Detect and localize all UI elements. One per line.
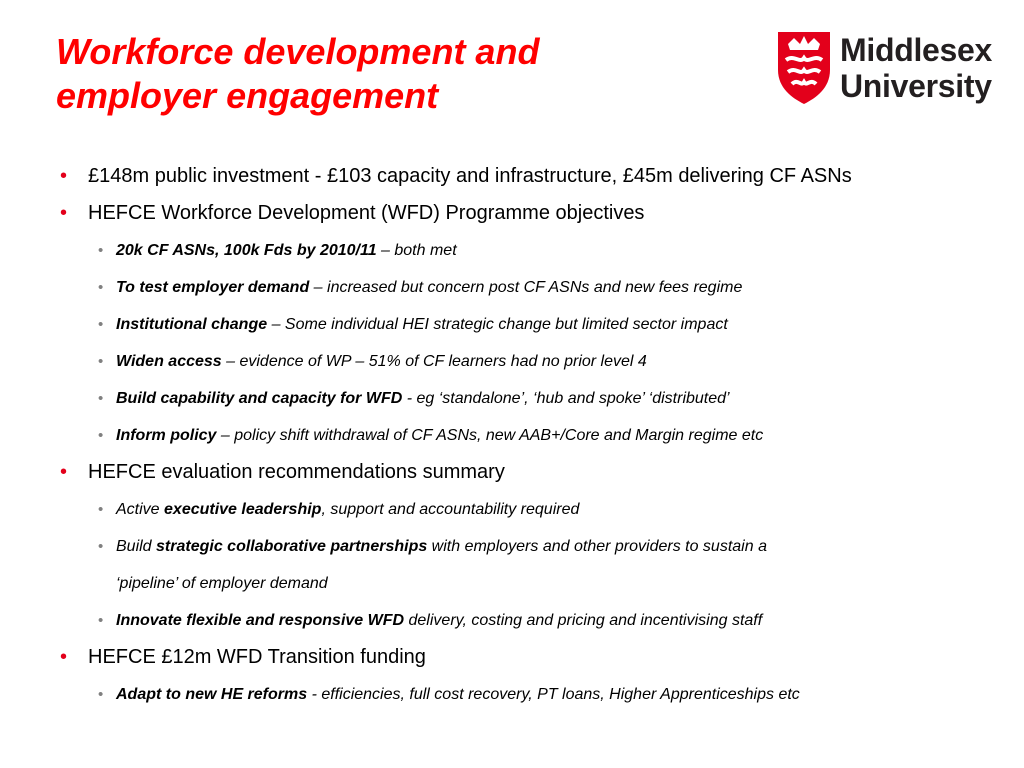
item-text-continued: ‘pipeline’ of employer demand [116, 575, 328, 592]
item-emphasis: Adapt to new HE reforms [116, 686, 308, 703]
shield-icon [776, 30, 832, 106]
bullet-icon: • [98, 612, 104, 629]
item-text: – increased but concern post CF ASNs and new fees regime [309, 279, 743, 296]
item-text: Active [116, 501, 165, 518]
item-emphasis: Widen access [116, 353, 222, 370]
item-emphasis: Build capability and capacity for WFD [116, 390, 403, 407]
item-text: - efficiencies, full cost recovery, PT loans, Higher Apprenticeships etc [307, 686, 800, 703]
item-emphasis: To test employer demand [116, 279, 310, 296]
bullet-icon: • [98, 242, 104, 259]
logo-line1: Middlesex [840, 32, 993, 68]
bullet-icon: • [98, 427, 104, 444]
list-item [60, 158, 1010, 195]
bullet-icon: • [60, 646, 68, 668]
item-emphasis: 20k CF ASNs, 100k Fds by 2010/11 [116, 242, 377, 259]
slide-title-line1: Workforce development and [56, 31, 540, 72]
sub-list-item [60, 269, 1010, 306]
item-text: – Some individual HEI strategic change but limited sector impact [267, 316, 728, 333]
item-text: HEFCE evaluation recommendations summary [88, 461, 505, 483]
logo-wordmark [840, 32, 992, 104]
sub-list-item [60, 380, 1010, 417]
sub-list-item [60, 491, 1010, 528]
bullet-icon: • [60, 165, 68, 187]
item-text: HEFCE £12m WFD Transition funding [88, 646, 426, 668]
sub-list-item [60, 676, 1010, 713]
item-text: – both met [376, 242, 457, 259]
item-text: £148m public investment - £103 capacity and infrastructure, £45m delivering CF ASNs [88, 165, 852, 187]
bullet-icon: • [98, 686, 104, 703]
list-item [60, 454, 1010, 491]
bullet-icon: • [98, 279, 104, 296]
item-emphasis: Inform policy [116, 427, 217, 444]
sub-list-item [60, 528, 1010, 602]
logo-line2: University [840, 68, 992, 104]
item-emphasis: executive leadership [164, 501, 322, 518]
bullet-icon: • [98, 501, 104, 518]
item-text: - eg ‘standalone’, ‘hub and spoke’ ‘distributed’ [402, 390, 730, 407]
item-text: delivery, costing and pricing and incentivising staff [404, 612, 763, 629]
bullet-list [60, 158, 1010, 713]
sub-list-item [60, 343, 1010, 380]
bullet-icon: • [60, 202, 68, 224]
item-emphasis: Institutional change [116, 316, 268, 333]
slide-title-line2: employer engagement [56, 75, 439, 116]
bullet-icon: • [60, 461, 68, 483]
list-item [60, 195, 1010, 232]
middlesex-university-logo [776, 30, 992, 110]
sub-list-item [60, 417, 1010, 454]
sub-list-item [60, 306, 1010, 343]
bullet-icon: • [98, 316, 104, 333]
sub-list-item [60, 602, 1010, 639]
list-item [60, 639, 1010, 676]
item-text: , support and accountability required [321, 501, 580, 518]
bullet-icon: • [98, 390, 104, 407]
slide-title [56, 30, 539, 118]
sub-list-item [60, 232, 1010, 269]
item-text: with employers and other providers to sustain a [427, 538, 767, 555]
bullet-icon: • [98, 353, 104, 370]
item-text: – policy shift withdrawal of CF ASNs, new AAB+/Core and Margin regime etc [216, 427, 764, 444]
item-text: Build [116, 538, 157, 555]
item-emphasis: strategic collaborative partnerships [156, 538, 428, 555]
item-emphasis: Innovate flexible and responsive WFD [116, 612, 405, 629]
item-text: HEFCE Workforce Development (WFD) Programme objectives [88, 202, 645, 224]
item-text: – evidence of WP – 51% of CF learners had no prior level 4 [221, 353, 647, 370]
bullet-icon: • [98, 538, 104, 555]
